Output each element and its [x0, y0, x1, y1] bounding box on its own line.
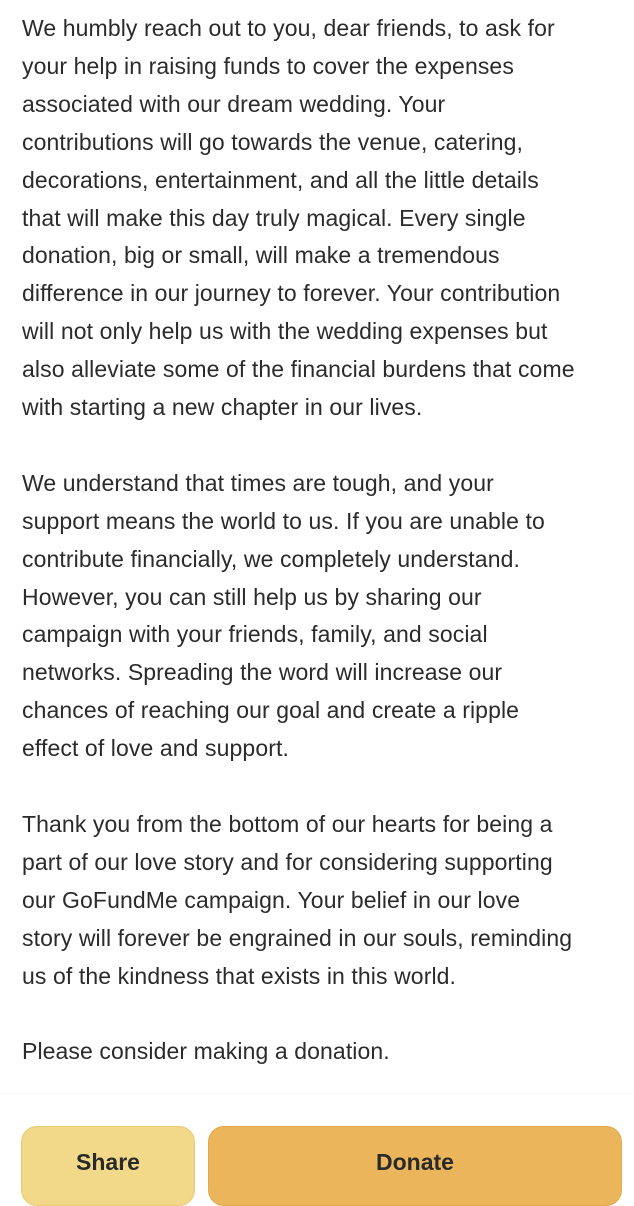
share-button[interactable]: Share	[21, 1126, 195, 1206]
campaign-story	[22, 10, 622, 1109]
story-paragraph-3: Thank you from the bottom of our hearts for being a part of our love story and for considering supporting our GoFundMe campaign. Your belief in our love story will forever be engrained in our souls, reminding us of the kindness that exists in this world.	[22, 811, 573, 989]
story-paragraph-2: We understand that times are tough, and your support means the world to us. If you are unable to contribute financially, we completely understand. However, you can still help us by sharing our campaign with your friends, family, and social networks. Spreading the word will increase our chances of reaching our goal and create a ripple effect of love and support.	[22, 469, 545, 762]
bottom-action-bar	[0, 1094, 634, 1186]
donate-button[interactable]: Donate	[208, 1126, 622, 1206]
story-paragraph-1: We humbly reach out to you, dear friends, to ask for your help in raising funds to cover the expenses associated with our dream wedding. Your contributions will go towards the venue, catering, decorations, entertainment, and all the little details that will make this day truly magical. Every single donation, big or small, will make a tremendous difference in our journey to forever. Your contribution will not only help us with the wedding expenses but also alleviate some of the financial burdens that come with starting a new chapter in our lives.	[22, 15, 575, 421]
story-paragraph-4: Please consider making a donation.	[22, 1038, 390, 1065]
